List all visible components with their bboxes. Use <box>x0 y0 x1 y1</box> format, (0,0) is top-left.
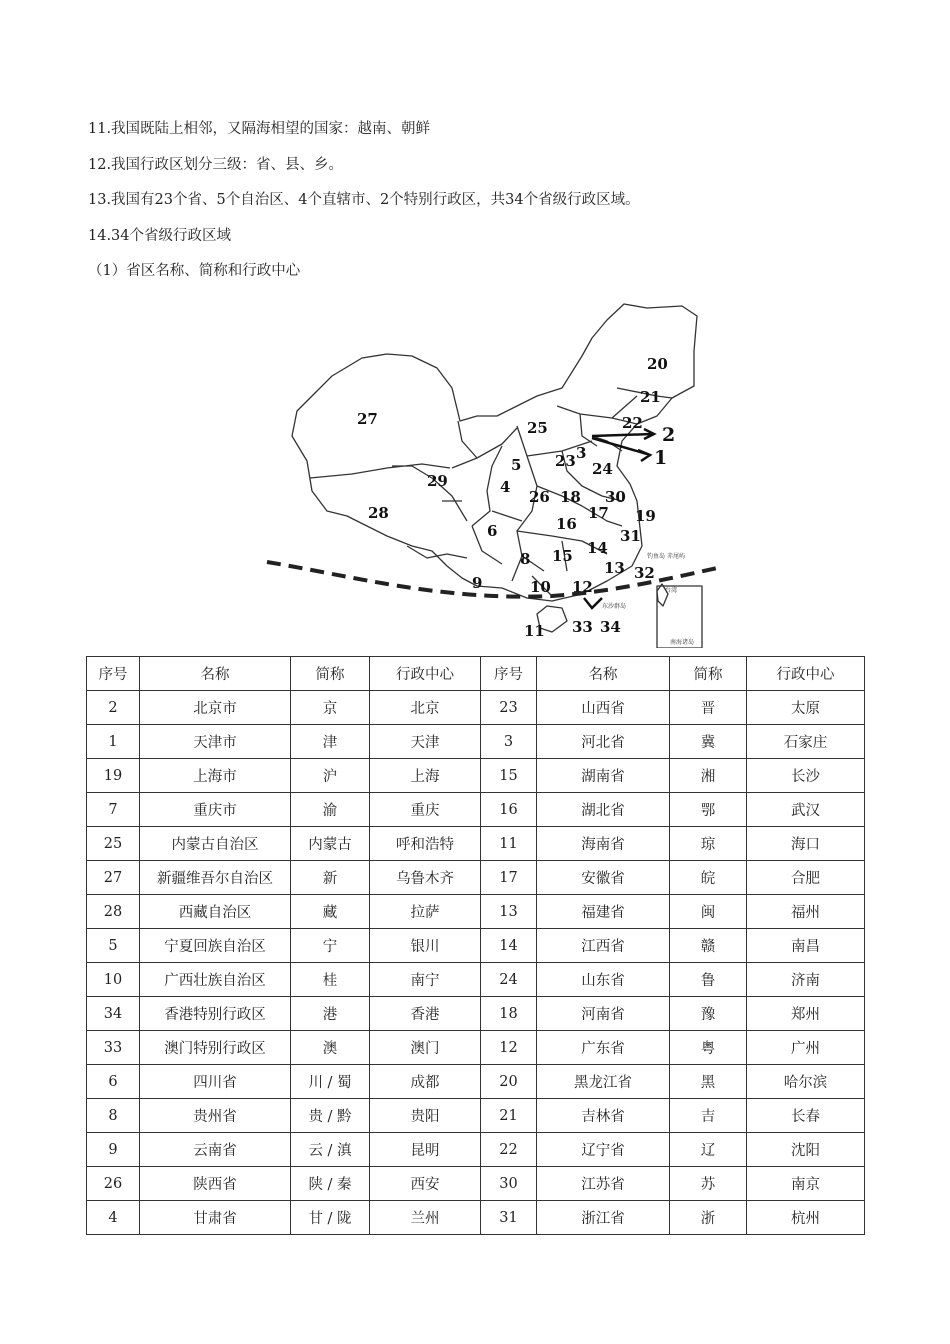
table-cell: 8 <box>87 1099 140 1133</box>
map-label: 11 <box>524 622 545 640</box>
map-label: 34 <box>600 618 621 636</box>
map-label: 30 <box>605 488 626 506</box>
table-cell: 甘 / 陇 <box>291 1201 370 1235</box>
table-cell: 16 <box>481 793 537 827</box>
table-cell: 4 <box>87 1201 140 1235</box>
table-cell: 7 <box>87 793 140 827</box>
table-cell: 18 <box>481 997 537 1031</box>
table-cell: 海口 <box>747 827 865 861</box>
table-cell: 石家庄 <box>747 725 865 759</box>
table-row <box>87 759 865 793</box>
table-cell: 沪 <box>291 759 370 793</box>
table-cell: 银川 <box>370 929 481 963</box>
table-header-cell: 简称 <box>670 657 747 691</box>
table-cell: 川 / 蜀 <box>291 1065 370 1099</box>
table-cell: 上海市 <box>140 759 291 793</box>
table-header-row <box>87 657 865 691</box>
map-label: 22 <box>622 414 643 432</box>
table-row <box>87 793 865 827</box>
table-cell: 渝 <box>291 793 370 827</box>
table-cell: 江苏省 <box>537 1167 670 1201</box>
table-cell: 重庆市 <box>140 793 291 827</box>
table-cell: 长春 <box>747 1099 865 1133</box>
map-label: 15 <box>552 547 573 565</box>
table-row <box>87 1201 865 1235</box>
table-cell: 太原 <box>747 691 865 725</box>
table-cell: 呼和浩特 <box>370 827 481 861</box>
table-header-cell: 名称 <box>537 657 670 691</box>
table-cell: 吉林省 <box>537 1099 670 1133</box>
table-cell: 皖 <box>670 861 747 895</box>
map-label: 20 <box>647 355 668 373</box>
table-cell: 桂 <box>291 963 370 997</box>
map-note: 赤尾屿 <box>667 553 686 560</box>
table-row <box>87 929 865 963</box>
line-11: 11.我国既陆上相邻，又隔海相望的国家：越南、朝鲜 <box>88 121 431 137</box>
table-row <box>87 963 865 997</box>
map-label: 21 <box>640 388 661 406</box>
map-label: 16 <box>556 515 577 533</box>
table-cell: 成都 <box>370 1065 481 1099</box>
table-row <box>87 691 865 725</box>
map-label: 26 <box>529 488 550 506</box>
table-cell: 黑 <box>670 1065 747 1099</box>
table-row <box>87 1031 865 1065</box>
table-cell: 拉萨 <box>370 895 481 929</box>
table-cell: 长沙 <box>747 759 865 793</box>
map-note: 东沙群岛 <box>602 603 627 610</box>
table-cell: 闽 <box>670 895 747 929</box>
table-cell: 22 <box>481 1133 537 1167</box>
table-cell: 吉 <box>670 1099 747 1133</box>
table-cell: 27 <box>87 861 140 895</box>
table-cell: 澳门 <box>370 1031 481 1065</box>
table-cell: 重庆 <box>370 793 481 827</box>
map-label: 10 <box>530 578 551 596</box>
table-cell: 黑龙江省 <box>537 1065 670 1099</box>
table-cell: 新 <box>291 861 370 895</box>
map-label: 12 <box>572 578 593 596</box>
table-cell: 辽 <box>670 1133 747 1167</box>
table-cell: 西安 <box>370 1167 481 1201</box>
table-row <box>87 1065 865 1099</box>
table-cell: 北京 <box>370 691 481 725</box>
table-cell: 34 <box>87 997 140 1031</box>
table-cell: 宁夏回族自治区 <box>140 929 291 963</box>
table-cell: 14 <box>481 929 537 963</box>
table-row <box>87 1167 865 1201</box>
table-cell: 豫 <box>670 997 747 1031</box>
map-label: 6 <box>487 522 498 540</box>
table-cell: 藏 <box>291 895 370 929</box>
table-cell: 内蒙古 <box>291 827 370 861</box>
table-cell: 澳 <box>291 1031 370 1065</box>
table-cell: 四川省 <box>140 1065 291 1099</box>
table-cell: 辽宁省 <box>537 1133 670 1167</box>
table-cell: 湖南省 <box>537 759 670 793</box>
table-cell: 鄂 <box>670 793 747 827</box>
table-cell: 南昌 <box>747 929 865 963</box>
table-row <box>87 725 865 759</box>
table-cell: 乌鲁木齐 <box>370 861 481 895</box>
map-label: 19 <box>635 507 656 525</box>
table-cell: 香港 <box>370 997 481 1031</box>
table-cell: 安徽省 <box>537 861 670 895</box>
line-14-1: （1）省区名称、简称和行政中心 <box>88 263 301 279</box>
map-label: 27 <box>357 410 378 428</box>
table-cell: 24 <box>481 963 537 997</box>
table-row <box>87 1133 865 1167</box>
map-label: 25 <box>527 419 548 437</box>
table-cell: 广西壮族自治区 <box>140 963 291 997</box>
table-cell: 杭州 <box>747 1201 865 1235</box>
table-cell: 内蒙古自治区 <box>140 827 291 861</box>
table-cell: 1 <box>87 725 140 759</box>
line-13: 13.我国有23个省、5个自治区、4个直辖市、2个特别行政区，共34个省级行政区域。 <box>88 192 640 208</box>
map-note: 钓鱼岛 <box>647 553 666 560</box>
table-cell: 上海 <box>370 759 481 793</box>
table-cell: 河北省 <box>537 725 670 759</box>
map-label: 32 <box>634 564 655 582</box>
table-cell: 19 <box>87 759 140 793</box>
table-cell: 26 <box>87 1167 140 1201</box>
table-cell: 33 <box>87 1031 140 1065</box>
map-label: 31 <box>620 527 641 545</box>
table-cell: 23 <box>481 691 537 725</box>
table-cell: 福州 <box>747 895 865 929</box>
table-cell: 5 <box>87 929 140 963</box>
table-cell: 31 <box>481 1201 537 1235</box>
table-row <box>87 861 865 895</box>
table-cell: 浙 <box>670 1201 747 1235</box>
map-label: 23 <box>555 452 576 470</box>
table-cell: 福建省 <box>537 895 670 929</box>
map-label: 9 <box>472 574 483 592</box>
map-label: 29 <box>427 472 448 490</box>
table-cell: 陕 / 秦 <box>291 1167 370 1201</box>
map-label: 3 <box>576 444 587 462</box>
table-cell: 赣 <box>670 929 747 963</box>
table-cell: 香港特别行政区 <box>140 997 291 1031</box>
map-note: 台湾 <box>665 587 678 594</box>
table-cell: 晋 <box>670 691 747 725</box>
table-header-cell: 简称 <box>291 657 370 691</box>
table-row <box>87 827 865 861</box>
map-label: 5 <box>511 456 522 474</box>
line-12: 12.我国行政区划分三级：省、县、乡。 <box>88 156 344 173</box>
table-cell: 山西省 <box>537 691 670 725</box>
table-cell: 湖北省 <box>537 793 670 827</box>
table-row <box>87 1099 865 1133</box>
table-cell: 港 <box>291 997 370 1031</box>
map-label: 24 <box>592 460 613 478</box>
table-header-cell: 序号 <box>481 657 537 691</box>
table-cell: 12 <box>481 1031 537 1065</box>
table-cell: 甘肃省 <box>140 1201 291 1235</box>
table-cell: 琼 <box>670 827 747 861</box>
table-cell: 鲁 <box>670 963 747 997</box>
map-label: 17 <box>588 504 609 522</box>
table-cell: 哈尔滨 <box>747 1065 865 1099</box>
table-cell: 兰州 <box>370 1201 481 1235</box>
map-label: 33 <box>572 618 593 636</box>
table-cell: 6 <box>87 1065 140 1099</box>
table-header-cell: 序号 <box>87 657 140 691</box>
line-14: 14.34个省级行政区域 <box>88 227 232 244</box>
table-row <box>87 895 865 929</box>
province-map <box>262 296 717 648</box>
table-cell: 济南 <box>747 963 865 997</box>
table-cell: 陕西省 <box>140 1167 291 1201</box>
map-label: 13 <box>604 559 625 577</box>
table-cell: 郑州 <box>747 997 865 1031</box>
table-cell: 贵州省 <box>140 1099 291 1133</box>
table-cell: 粤 <box>670 1031 747 1065</box>
table-cell: 28 <box>87 895 140 929</box>
table-cell: 武汉 <box>747 793 865 827</box>
table-cell: 20 <box>481 1065 537 1099</box>
table-cell: 海南省 <box>537 827 670 861</box>
table-cell: 11 <box>481 827 537 861</box>
table-cell: 云 / 滇 <box>291 1133 370 1167</box>
table-cell: 30 <box>481 1167 537 1201</box>
table-cell: 山东省 <box>537 963 670 997</box>
table-cell: 天津 <box>370 725 481 759</box>
table-cell: 宁 <box>291 929 370 963</box>
table-cell: 昆明 <box>370 1133 481 1167</box>
map-label: 28 <box>368 504 389 522</box>
table-cell: 21 <box>481 1099 537 1133</box>
table-cell: 新疆维吾尔自治区 <box>140 861 291 895</box>
table-cell: 云南省 <box>140 1133 291 1167</box>
table-cell: 江西省 <box>537 929 670 963</box>
table-cell: 贵 / 黔 <box>291 1099 370 1133</box>
map-label: 1 <box>654 447 668 469</box>
table-cell: 17 <box>481 861 537 895</box>
table-cell: 京 <box>291 691 370 725</box>
table-cell: 沈阳 <box>747 1133 865 1167</box>
table-cell: 西藏自治区 <box>140 895 291 929</box>
table-header-cell: 名称 <box>140 657 291 691</box>
table-cell: 南宁 <box>370 963 481 997</box>
table-cell: 湘 <box>670 759 747 793</box>
table-cell: 2 <box>87 691 140 725</box>
table-cell: 3 <box>481 725 537 759</box>
table-cell: 河南省 <box>537 997 670 1031</box>
table-cell: 25 <box>87 827 140 861</box>
table-cell: 澳门特别行政区 <box>140 1031 291 1065</box>
map-label: 18 <box>560 488 581 506</box>
table-header-cell: 行政中心 <box>370 657 481 691</box>
table-cell: 广东省 <box>537 1031 670 1065</box>
map-label: 4 <box>500 478 511 496</box>
province-table <box>86 656 865 1235</box>
map-label: 14 <box>587 539 608 557</box>
table-header-cell: 行政中心 <box>747 657 865 691</box>
table-row <box>87 997 865 1031</box>
table-cell: 浙江省 <box>537 1201 670 1235</box>
map-label: 8 <box>520 550 531 568</box>
map-label: 2 <box>662 424 676 446</box>
table-cell: 天津市 <box>140 725 291 759</box>
table-cell: 13 <box>481 895 537 929</box>
table-cell: 15 <box>481 759 537 793</box>
table-cell: 津 <box>291 725 370 759</box>
table-cell: 苏 <box>670 1167 747 1201</box>
table-cell: 北京市 <box>140 691 291 725</box>
table-cell: 10 <box>87 963 140 997</box>
table-cell: 广州 <box>747 1031 865 1065</box>
table-cell: 合肥 <box>747 861 865 895</box>
table-cell: 冀 <box>670 725 747 759</box>
map-note: 南海诸岛 <box>670 639 695 646</box>
text-lines <box>88 115 868 293</box>
table-cell: 9 <box>87 1133 140 1167</box>
table-cell: 南京 <box>747 1167 865 1201</box>
table-cell: 贵阳 <box>370 1099 481 1133</box>
